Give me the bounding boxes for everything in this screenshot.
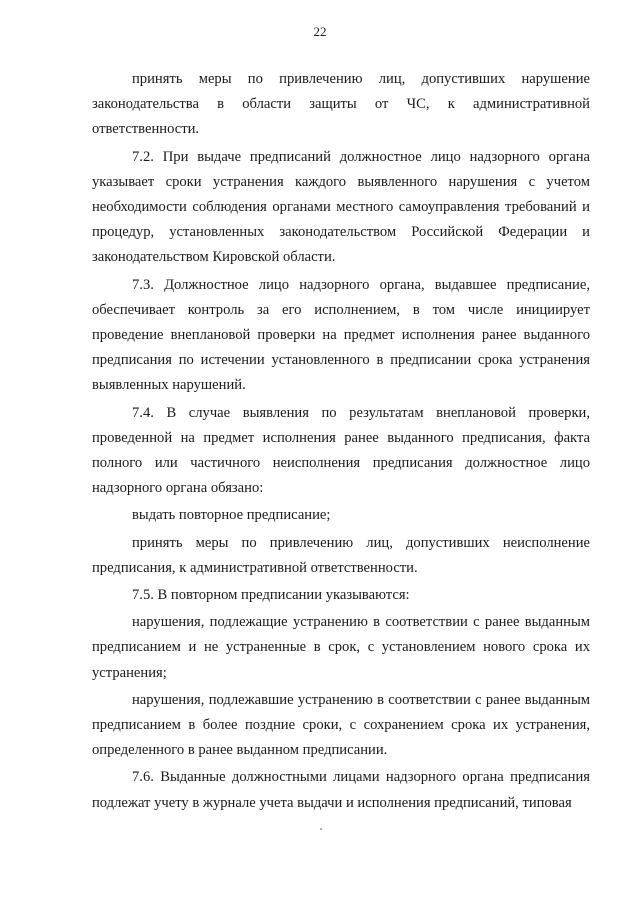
- scan-artifact: [320, 828, 322, 830]
- paragraph-7-5: 7.5. В повторном предписании указываются:: [132, 587, 410, 604]
- paragraph-7-2: 7.2. При выдаче предписаний должностное лицо надзорного органа указывает сроки устранения каждого выявленного нарушения с учетом необходимости соблюдения органами местного самоуправления требований и процедур, установленных законодательством Российской Федерации и законодательством Кировской области.: [92, 148, 590, 266]
- list-item-unresolved-violations: нарушения, подлежащие устранению в соответствии с ранее выданным предписанием и не устраненные в срок, с установлением нового срока их устранения;: [92, 614, 590, 681]
- paragraph-7-6: 7.6. Выданные должностными лицами надзорного органа предписания подлежат учету в журнале учета выдачи и исполнения предписаний, типовая: [92, 769, 590, 811]
- paragraph-7-3: 7.3. Должностное лицо надзорного органа, выдавшее предписание, обеспечивает контроль за его исполнением, в том числе инициирует проведение внеплановой проверки на предмет исполнения ранее выданного предписания по истечении установленного в предписании срока устранения выявленных нарушений.: [92, 276, 590, 394]
- page-number: 22: [313, 24, 327, 39]
- list-item-repeat-order: выдать повторное предписание;: [132, 507, 331, 524]
- list-item-liability-measures: принять меры по привлечению лиц, допустивших неисполнение предписания, к административной ответственности.: [92, 534, 590, 576]
- paragraph-administrative-liability: принять меры по привлечению лиц, допустивших нарушение законодательства в области защиты от ЧС, к административной ответственности.: [92, 71, 590, 138]
- document-body: [92, 67, 590, 818]
- list-item-later-deadline-violations: нарушения, подлежавшие устранению в соответствии с ранее выданным предписанием в более поздние сроки, с сохранением срока их устранения, определенного в ранее выданном предписании.: [92, 691, 590, 759]
- paragraph-7-4: 7.4. В случае выявления по результатам внеплановой проверки, проведенной на предмет исполнения ранее выданного предписания, факта полного или частичного неисполнения предписания должностное лицо надзорного органа обязано:: [92, 404, 590, 497]
